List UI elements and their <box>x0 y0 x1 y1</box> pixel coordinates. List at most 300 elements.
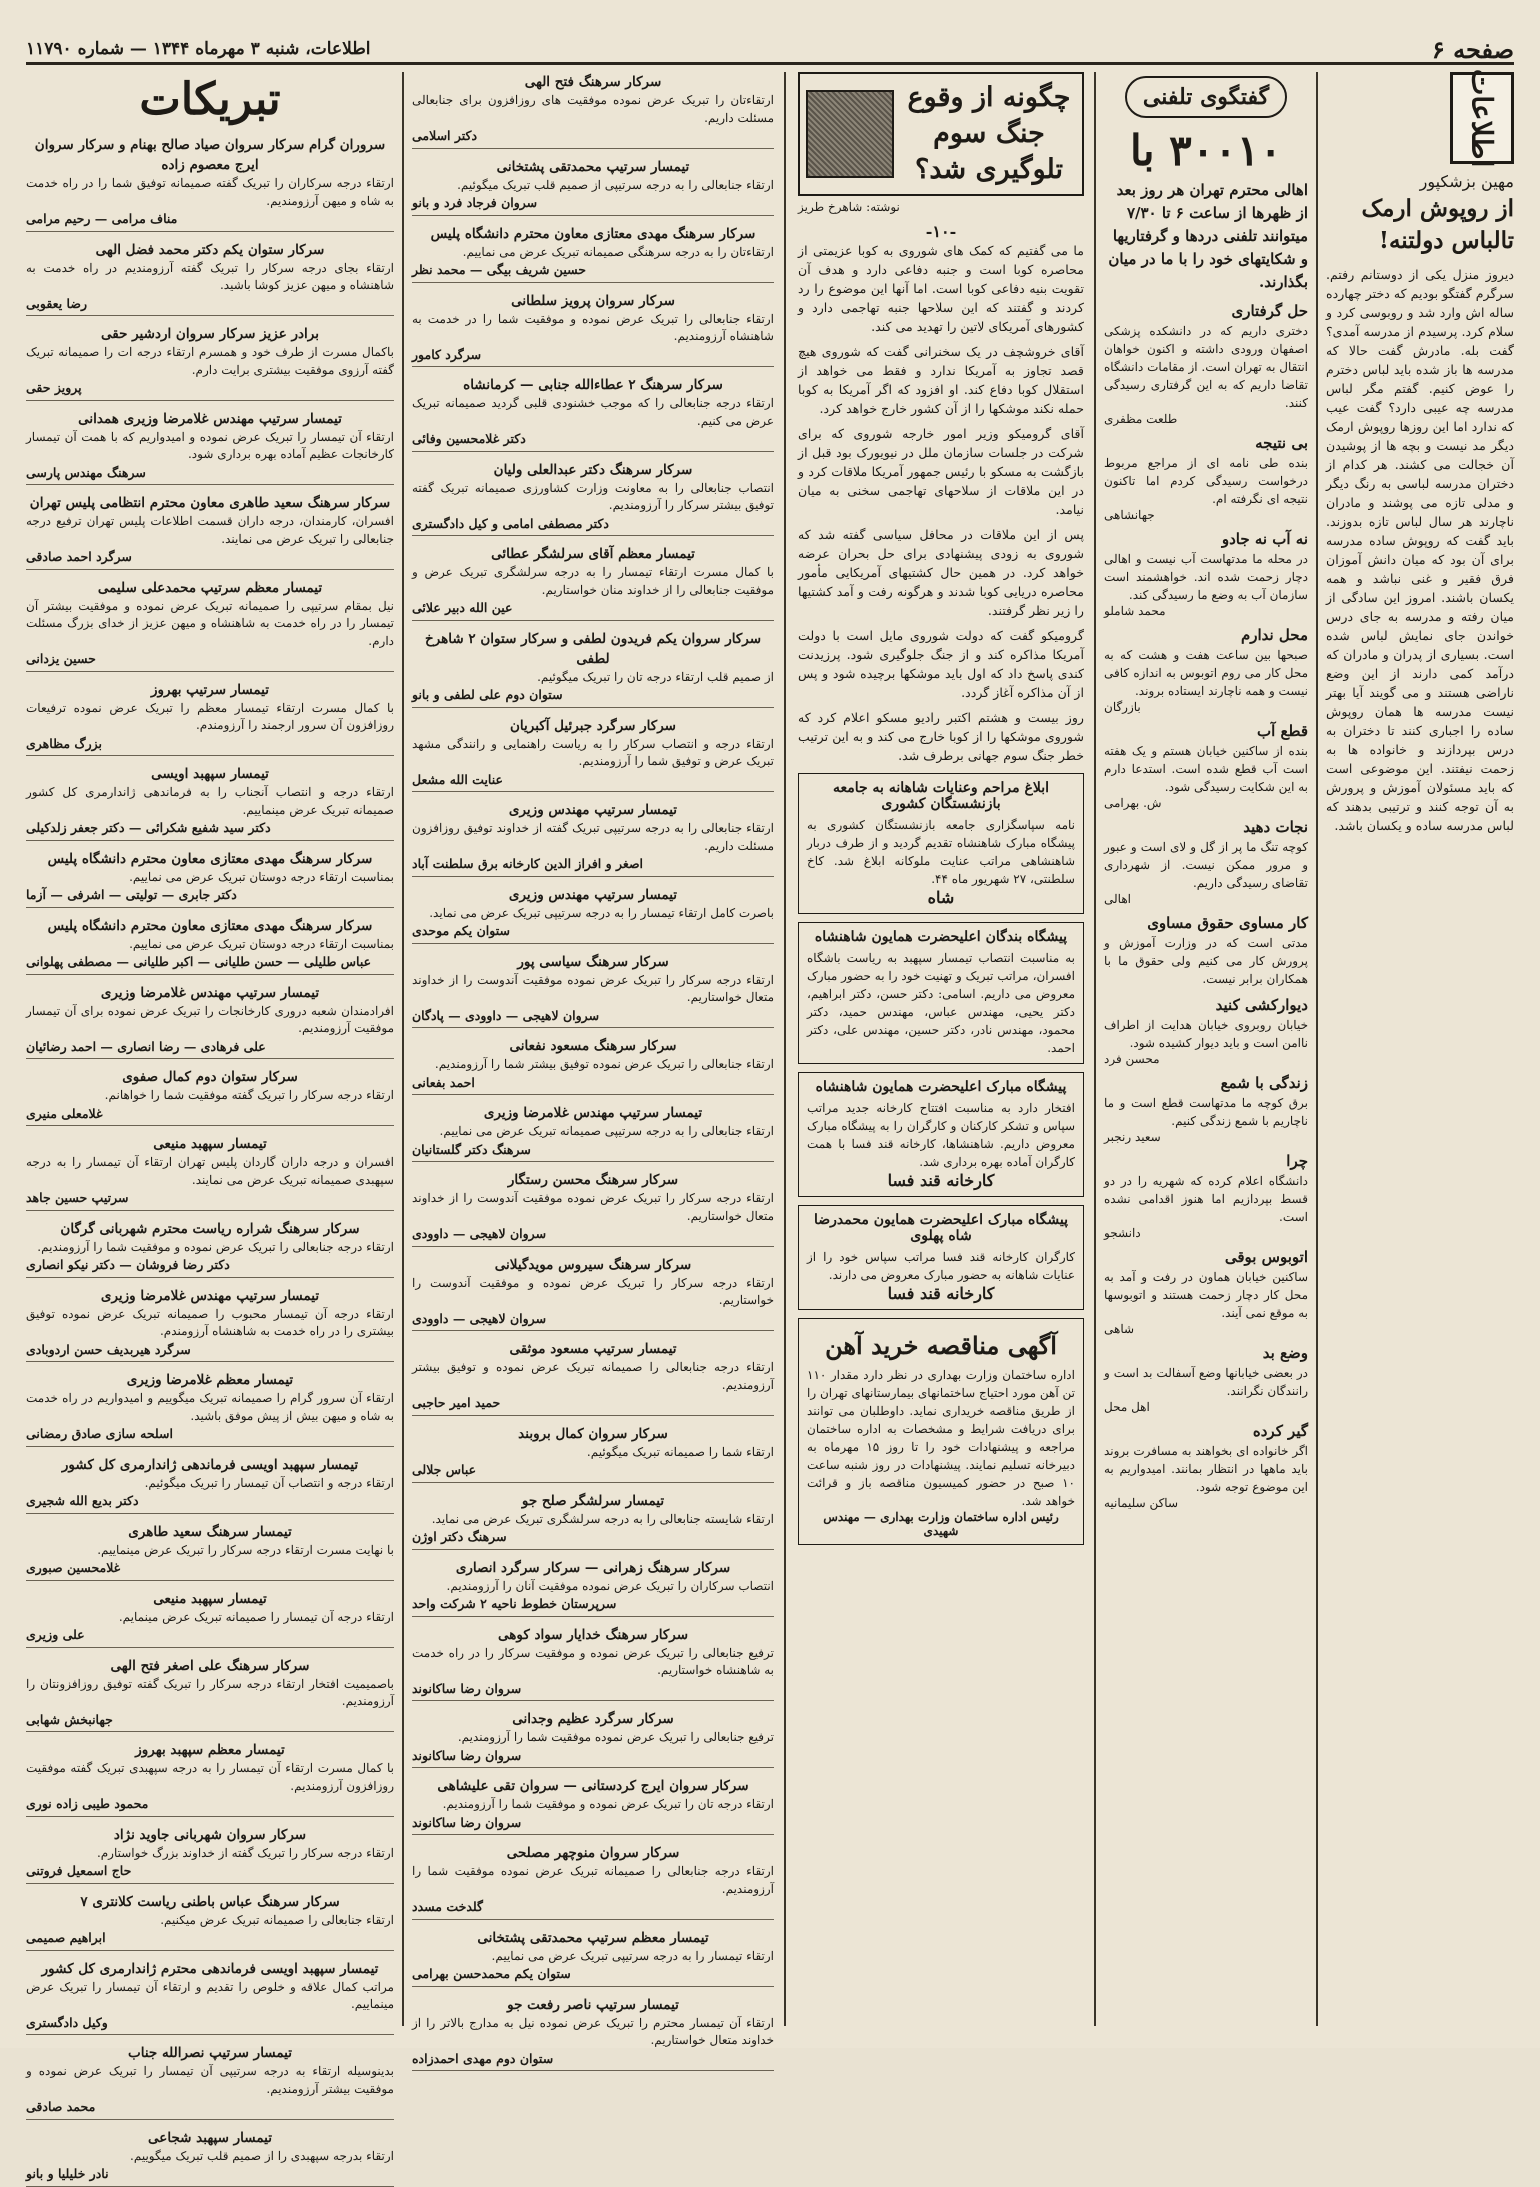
phone-section-body: بنده از ساکنین خیابان هستم و یک هفته است آب قطع شده است. استدعا دارم به این شکایت رسیدگی شود. <box>1104 744 1308 794</box>
phone-section-sign: سعید رنجبر <box>1104 1130 1161 1144</box>
entry-separator <box>26 1731 394 1732</box>
column-congrats-a <box>412 72 774 2066</box>
congrats-recipient: تیمسار سرهنگ سعید طاهری <box>128 1523 292 1540</box>
congrats-message: ارتقاءتان را تبریک عرض نموده موفقیت های روزافزون برای جنابعالی مسئلت داریم. <box>412 93 774 125</box>
congrats-recipient: تیمسار معظم آقای سرلشگر عطائی <box>491 546 695 562</box>
article-paragraph: آقای خروشچف در یک سخنرانی گفت که شوروی هیچ قصد تجاوز به آمریکا ندارد و فقط می خواهد از استقلال کوبا دفاع کند. او افزود که اگر آمریکا به کوبا حمله نکند موشکها را از آن کشور خارج خواهد کرد. <box>798 344 1084 416</box>
congrats-message: بمناسبت ارتقاء درجه دوستان تبریک عرض می نماییم. <box>129 936 394 951</box>
phone-section-sign: ساکن سلیمانیه <box>1104 1496 1179 1510</box>
congrats-entry <box>412 952 774 1029</box>
congrats-sender: سروان رضا ساکانوند <box>412 1814 522 1830</box>
congrats-recipient: سرکار سرهنگ فتح الهی <box>524 74 662 90</box>
phone-section-sign: بازرگان <box>1104 700 1141 714</box>
congrats-entry <box>26 1455 394 1514</box>
congrats-message: با نهایت مسرت ارتقاء درجه سرکار را تبریک عرض مینماییم. <box>97 1542 394 1557</box>
entry-separator <box>412 1246 774 1247</box>
congrats-recipient: سرکار سرهنگ سیروس مویدگیلانی <box>494 1256 692 1273</box>
entry-separator <box>26 840 394 841</box>
congrats-sender: دکتر مصطفی امامی و کیل دادگستری <box>412 515 609 531</box>
congrats-sender: بزرگ مظاهری <box>26 735 102 751</box>
entry-separator <box>412 1482 774 1483</box>
congrats-sender: سرگرد احمد صادقی <box>26 549 132 564</box>
phone-section-title: نه آب نه جادو <box>1221 530 1308 548</box>
entry-separator <box>412 1161 774 1162</box>
entry-separator <box>412 876 774 877</box>
congrats-message: ارتقاء درجه سرکار را تبریک گفته موفقیت شما را خواهانم. <box>104 1088 394 1102</box>
congrats-recipient: تیمسار سرتیپ بهروز <box>150 681 270 698</box>
congrats-entry <box>26 2128 394 2187</box>
congrats-sender: وکیل دادگستری <box>26 2014 108 2030</box>
congrats-message: افسران، کارمندان، درجه داران قسمت اطلاعات پلیس تهران ترفیع درجه جنابعالی را تبریک عرض می نمایند. <box>26 514 394 546</box>
congrats-title: تبریکات <box>139 74 281 125</box>
notice-title: پیشگاه بندگان اعلیحضرت همایون شاهنشاه <box>814 929 1068 945</box>
congrats-entry <box>412 1709 774 1768</box>
notice-box-2 <box>798 922 1084 1064</box>
entry-separator <box>412 1415 774 1416</box>
congrats-entry <box>412 72 774 149</box>
congrats-message: ارتقاء درجه جنابعالی را صمیمانه تبریک عرض نموده و توفیق بیشتر آرزومندیم. <box>412 1360 774 1392</box>
notice-box-4 <box>798 1205 1084 1310</box>
congrats-message: انتصاب جنابعالی را به معاونت وزارت کشاورزی صمیمانه تبریک گفته توفیق بیشتر سرکار را آرزومندیم. <box>412 480 774 512</box>
congrats-list-b <box>26 135 394 2187</box>
entry-separator <box>26 1361 394 1362</box>
congrats-entry <box>26 849 394 908</box>
congrats-recipient: سرکار سروان پرویز سلطانی <box>511 292 675 309</box>
congrats-sender: اصغر و افراز الدین کارخانه برق سلطنت آباد <box>412 856 644 871</box>
congrats-entry <box>26 680 394 757</box>
congrats-message: ارتقاء بدرجه سپهبدی را از صمیم قلب تبریک میگوییم. <box>130 2148 394 2163</box>
congrats-sender: دکتر غلامحسین وفائی <box>412 431 526 446</box>
congrats-message: ارتقاء درجه و انتصاب آن تیمسار را تبریک میگوئیم. <box>144 1475 394 1490</box>
entry-separator <box>412 943 774 944</box>
congrats-entry <box>412 1928 774 1987</box>
entry-separator <box>26 1647 394 1648</box>
congrats-recipient: سرکار سرهنگ علی اصغر فتح الهی <box>110 1657 310 1674</box>
congrats-message: مراتب کمال علاقه و خلوص را تقدیم و ارتقاء آن تیمسار را تبریک عرض مینماییم. <box>26 1979 394 2011</box>
congrats-recipient: تیمسار سرتیپ مهندس غلامرضا وزیری همدانی <box>78 410 342 427</box>
congrats-recipient: تیمسار سرتیپ نصرالله جناب <box>128 2045 292 2061</box>
phone-section-sign: اهل محل <box>1104 1400 1150 1414</box>
article-byline: نوشته: شاهرخ طریز <box>798 200 900 214</box>
congrats-message: ارتقاء درجه سرکار را تبریک عرض نموده موفقیت آندوست را از خداوند متعال خواستاریم. <box>412 1191 774 1223</box>
congrats-message: ارتقاء درجه سرکاران را تبریک گفته صمیمانه توفیق شما را در راه خدمت به شاه و میهن آرزومندیم. <box>26 176 394 208</box>
congrats-sender: سروان فرجاد فرد و بانو <box>412 195 538 210</box>
congrats-sender: سروان رضا ساکانوند <box>412 1747 522 1763</box>
congrats-recipient: سرکار سروان ایرج کردستانی — سروان تقی علیشاهی <box>437 1778 749 1794</box>
congrats-sender: پرویز حقی <box>26 380 82 395</box>
notice-title: ابلاغ مراحم وعنایات شاهانه به جامعه بازنشستگان کشوری <box>832 780 1050 812</box>
congrats-recipient: تیمسار سپهبد اویسی فرماندهی ژاندارمری کل کشور <box>61 1456 359 1473</box>
congrats-recipient: تیمسار سرتیپ مهندس غلامرضا وزیری <box>483 1105 703 1121</box>
entry-separator <box>26 671 394 672</box>
congrats-sender: اسلحه سازی صادق رمضانی <box>26 1426 173 1441</box>
entry-separator <box>26 907 394 908</box>
article-paragraph: گرومیکو گفت که دولت شوروی مایل است با دولت آمریکا مذاکره کند و از جنگ جلوگیری شود. پرزیدنت کندی پاسخ داد که اول باید موشکها برچیده شود و پس از آن مذاکره آغاز گردد. <box>798 628 1084 700</box>
congrats-sender: عباس جلالی <box>412 1462 477 1477</box>
entry-separator <box>26 1058 394 1059</box>
congrats-sender: حسین یزدانی <box>26 651 96 666</box>
congrats-message: ارتقاء درجه آن تیمسار را صمیمانه تبریک عرض مینمایم. <box>118 1609 394 1624</box>
congrats-message: ارتقاء درجه جنابعالی را که موجب خشنودی قلبی گردید صمیمانه تبریک عرض می کنیم. <box>412 396 774 428</box>
congrats-entry <box>412 716 774 793</box>
congrats-message: باکمال مسرت از طرف خود و همسرم ارتقاء درجه ات را صمیمانه تبریک گفته آرزوی موفقیت بیشتری برایت دارم. <box>26 345 394 377</box>
congrats-sender: حسین شریف بیگی — محمد نظر <box>412 262 586 277</box>
congrats-sender: احمد بفعانی <box>412 1074 475 1090</box>
entry-separator <box>412 707 774 708</box>
congrats-message: ارتقاء آن تیمسار را تبریک عرض نموده و امیدواریم که با همت آن تیمسار کارخانجات عظیم آماده بهره برداری شود. <box>26 429 394 461</box>
tender-ad-title: آگهی مناقصه خرید آهن <box>825 1331 1057 1360</box>
congrats-message: ارتقاء درجه و انتصاب آنجناب را به فرماندهی ژاندارمری کل کشور صمیمانه تبریک عرض مینماییم. <box>26 785 394 817</box>
congrats-message: با کمال مسرت ارتقاء تیمسار را به درجه سرلشگری تبریک عرض و موفقیت جنابعالی را از خداوند منان خواستاریم. <box>412 565 774 597</box>
congrats-entry <box>412 460 774 537</box>
entry-separator <box>412 1616 774 1617</box>
column-divider <box>1094 72 1096 2026</box>
congrats-list-a <box>412 72 774 2071</box>
notice-sign: کارخانه قند فسا <box>887 1284 995 1303</box>
entry-separator <box>26 400 394 401</box>
notice-body: کارگران کارخانه قند فسا مراتب سپاس خود را از عنایات شاهانه به حضور مبارک معروض می دارند. <box>807 1250 1075 1282</box>
notice-box-1 <box>798 773 1084 914</box>
congrats-entry <box>26 1959 394 2036</box>
congrats-message: ترفیع جنابعالی را تبریک عرض نموده موفقیت شما را آرزومندیم. <box>457 1730 774 1744</box>
congrats-sender: سروان لاهیجی — داوودی — پادگان <box>412 1007 600 1023</box>
congrats-recipient: تیمسار سرلشگر صلح جو <box>521 1492 665 1509</box>
congrats-entry <box>26 1825 394 1884</box>
congrats-entry <box>26 1067 394 1126</box>
entry-separator <box>412 1767 774 1768</box>
congrats-recipient: سرکار سرهنگ دکتر عبدالعلی ولیان <box>493 461 693 478</box>
congrats-sender: دکتر سید شفیع شکرائی — دکتر جعفر زلدکیلی <box>26 820 271 835</box>
phone-section-title: دیوارکشی کنید <box>1215 996 1308 1014</box>
column-divider <box>784 72 786 2026</box>
entry-separator <box>412 1027 774 1028</box>
congrats-sender: سرهنگ مهندس پارسی <box>26 464 146 480</box>
congrats-message: بدینوسیله ارتقاء به درجه سرتیپی آن تیمسار را تبریک عرض نموده و موفقیت بیشتر آرزومندیم. <box>26 2064 394 2096</box>
congrats-recipient: تیمسار سپهبد شجاعی <box>148 2129 272 2146</box>
phone-number: ۳۰۰۱۰ با <box>1130 126 1282 175</box>
tender-ad-sign: رئیس اداره ساختمان وزارت بهداری — مهندس شهیدی <box>823 1510 1059 1538</box>
congrats-sender: رضا یعقوبی <box>26 295 87 311</box>
congrats-message: ارتقاءتان را به درجه سرهنگی صمیمانه تبریک عرض می نماییم. <box>462 244 774 259</box>
congrats-recipient: تیمسار سرتیپ مهندس غلامرضا وزیری <box>100 984 320 1001</box>
congrats-entry <box>412 1036 774 1095</box>
congrats-recipient: برادر عزیز سرکار سروان اردشیر حقی <box>100 326 319 342</box>
congrats-sender: سروان لاهیجی — داوودی <box>412 1310 547 1326</box>
entry-separator <box>26 1277 394 1278</box>
congrats-message: ارتقاء درجه و انتصاب سرکار را به ریاست راهنمایی و رانندگی مشهد تبریک عرض و توفیق شما را آرزومندیم. <box>412 736 774 768</box>
phone-section-title: گیر کرده <box>1252 1422 1308 1440</box>
congrats-recipient: سرکار ستوان دوم کمال صفوی <box>122 1069 298 1085</box>
congrats-message: ارتقاء جنابعالی را به درجه سرتیپی تبریک گفته از خداوند توفیق روزافزون مسئلت داریم. <box>412 821 774 853</box>
congrats-recipient: تیمسار سپهبد اویسی فرماندهی محترم ژاندارمری کل کشور <box>41 1960 379 1977</box>
congrats-recipient: تیمسار سرتیپ ناصر رفعت جو <box>507 1996 679 2013</box>
entry-separator <box>412 620 774 621</box>
tender-ad-body: اداره ساختمان وزارت بهداری در نظر دارد مقدار ۱۱۰ تن آهن مورد احتیاج ساختمانهای بیمارستانهای تهران را از طریق مناقصه خریداری نماید. داوطلبان می توانند برای دریافت شرایط و مشخصات به اداره ساختمان مراجعه و پیشنهادات خود را تا روز ۱۵ مهرماه به دبیرخانه تسلیم نمایند. پیشنهادات در روز شنبه ساعت ۱۰ صبح در حضور کمیسیون مناقصه باز و قرائت خواهد شد. <box>807 1368 1075 1508</box>
notice-sign: کارخانه قند فسا <box>887 1171 995 1190</box>
congrats-recipient: سرکار سرهنگ زهرانی — سرکار سرگرد انصاری <box>455 1559 731 1576</box>
phone-section-sign: طلعت مظفری <box>1104 412 1178 426</box>
entry-separator <box>412 366 774 367</box>
congrats-sender: ستوان دوم علی لطفی و بانو <box>412 687 563 702</box>
article-paragraph: آقای گرومیکو وزیر امور خارجه شوروی که برای شرکت در جلسات سازمان ملل در نیویورک بود قبل از بازگشت به مسکو با رئیس جمهور آمریکا ملاقات کرد و در این ملاقات از سلاحهای تهاجمی سخنی به میان نیامد. <box>798 426 1084 517</box>
congrats-message: ارتقاء آن سرور گرام را صمیمانه تبریک میگوییم و امیدواریم در راه خدمت به شاه و میهن بیش از پیش موفق باشید. <box>26 1391 394 1423</box>
notice-title: پیشگاه مبارک اعلیحضرت همایون محمدرضا شاه پهلوی <box>814 1212 1068 1244</box>
congrats-sender: دکتر جابری — تولیتی — اشرفی — آزما <box>26 887 237 902</box>
phone-section-sign: شاهی <box>1104 1322 1135 1336</box>
congrats-entry <box>26 324 394 401</box>
congrats-recipient: سرکار سرهنگ مهدی معتازی معاون محترم دانشگاه پلیس <box>47 850 373 867</box>
congrats-sender: حاج اسمعیل فروتنی <box>26 1863 132 1878</box>
congrats-entry <box>26 493 394 570</box>
congrats-recipient: سرکار سرهنگ مهدی معتازی معاون محترم دانشگاه پلیس <box>47 917 373 934</box>
congrats-message: ارتقاء شما را صمیمانه تبریک میگوئیم. <box>586 1444 774 1459</box>
congrats-message: ارتقاء بجای درجه سرکار را تبریک گفته آرزومندیم در راه خدمت به شاهنشاه و میهن عزیز کوشا باشید. <box>26 260 394 292</box>
congrats-entry <box>26 135 394 232</box>
notes-title: از روپوش ارمک تالباس دولتنه! <box>1361 195 1514 254</box>
notice-box-3 <box>798 1072 1084 1197</box>
congrats-entry <box>412 629 774 708</box>
congrats-recipient: سرکار سرهنگ ۲ عطاءالله جنابی — کرمانشاه <box>463 377 723 393</box>
etelaat-logo: اطلاعات <box>1450 72 1514 164</box>
congrats-entry <box>412 544 774 621</box>
congrats-sender: دکتر رضا فروشان — دکتر نیکو انصاری <box>26 1257 230 1272</box>
congrats-sender: سرگرد کامور <box>412 346 482 362</box>
phone-section-body: ساکنین خیابان هماون در رفت و آمد به محل کار دچار زحمت هستند و اتوبوسها به موقع نمی آیند. <box>1104 1270 1308 1320</box>
congrats-recipient: تیمسار سپهبد اویسی <box>151 766 269 782</box>
congrats-recipient: سرکار سروان یکم فریدون لطفی و سرکار ستوان ۲ شاهرخ لطفی <box>424 630 762 667</box>
column-divider <box>402 72 404 2026</box>
phone-section-title: قطع آب <box>1257 722 1308 740</box>
congrats-message: با کمال مسرت ارتقاء آن تیمسار را به درجه سپهبدی تبریک گفته موفقیت روزافزون آرزومندیم. <box>26 1761 394 1793</box>
phone-section-body: صبحها بین ساعت هفت و هشت که به محل کار می روم اتوبوس به اندازه کافی نیست و همه ناچارند ایستاده بروند. <box>1104 648 1308 698</box>
congrats-message: ارتقاء جنابعالی را به درجه سرتیپی از صمیم قلب تبریک میگوئیم. <box>457 177 774 192</box>
congrats-message: ارتقاء درجه سرکار را تبریک عرض نموده و موفقیت آندوست را خواستاریم. <box>412 1275 774 1307</box>
phone-section-body: کوچه تنگ ما پر از گل و لای است و عبور و مرور ممکن نیست. از شهرداری تقاضای رسیدگی داریم. <box>1104 840 1308 890</box>
portrait-photo <box>806 90 894 178</box>
congrats-message: افسران و درجه داران گاردان پلیس تهران ارتقاء آن تیمسار را به درجه سپهبدی صمیمانه تبریک عرض می نمایند. <box>26 1155 394 1187</box>
phone-talk-badge: گفتگوی تلفنی <box>1125 76 1287 118</box>
congrats-message: ارتقاء شایسته جنابعالی را به درجه سرلشگری تبریک عرض می نماید. <box>431 1511 774 1526</box>
congrats-entry <box>412 157 774 216</box>
article-body <box>798 241 1084 765</box>
entry-separator <box>26 315 394 316</box>
congrats-sender: مناف مرامی — رحیم مرامی <box>26 211 178 226</box>
congrats-message: نیل بمقام سرتیپی را صمیمانه تبریک عرض نموده و موفقیت بیشتر آن تیمسار را در راه خدمت به شاهنشاه و میهن عزیز از خدای بزرگ مسئلت دارم. <box>26 598 394 648</box>
phone-section-body: دختری داریم که در دانشکده پزشکی اصفهان ورودی داشته و اکنون خواهان انتقال به تهران است. از مقامات دانشگاه تقاضا داریم که به این گرفتاری رسیدگی کنند. <box>1104 324 1308 410</box>
congrats-recipient: سرکار سرهنگ شراره ریاست محترم شهربانی گرگان <box>60 1220 360 1237</box>
congrats-sender: سروان لاهیجی — داوودی <box>412 1226 547 1241</box>
congrats-sender: گلدخت مسدد <box>412 1899 483 1914</box>
congrats-message: ارتقاء درجه آن تیمسار محبوب را صمیمانه تبریک عرض نموده توفیق بیشتری را در راه خدمت به شاهنشاه آرزومندم. <box>26 1306 394 1338</box>
entry-separator <box>26 1883 394 1884</box>
phone-section-title: چرا <box>1286 1152 1308 1170</box>
entry-separator <box>26 484 394 485</box>
column-phone-talk <box>1104 72 1308 2026</box>
article-paragraph: ما می گفتیم که کمک های شوروی به کوبا عزیمتی از محاصره کوبا است و جنبه دفاعی دارد و هدف آن تقویت بنیه دفاعی کوبا است. اما آنها این موضوع را رد کردند و گفتند که این سلاحها جنبه تهاجمی دارد و کشورهای آمریکای لاتین را تهدید می کند. <box>798 243 1084 334</box>
congrats-sender: محمود طیبی زاده نوری <box>26 1796 149 1811</box>
congrats-sender: ابراهیم صمیمی <box>26 1930 106 1945</box>
congrats-recipient: سرکار سرهنگ خدایار سواد کوهی <box>497 1626 689 1643</box>
tender-ad <box>798 1318 1084 1545</box>
congrats-recipient: سرکار سرهنگ عباس باطنی ریاست کلانتری ۷ <box>80 1893 340 1910</box>
phone-section-sign: محسن فرد <box>1104 1052 1160 1066</box>
congrats-entry <box>26 240 394 317</box>
congrats-recipient: سرکار سرگرد عظیم وجدانی <box>512 1711 674 1727</box>
congrats-entry <box>412 885 774 944</box>
congrats-sender: سرگرد هیربدیف حسن اردوبادی <box>26 1341 191 1357</box>
phone-section-title: وضع بد <box>1262 1344 1308 1362</box>
congrats-message: با کمال مسرت ارتقاء تیمسار معظم را تبریک عرض نموده ترفیعات روزافزون آن سرور ارجمند را آرزومندم. <box>26 700 394 732</box>
congrats-entry <box>412 1843 774 1920</box>
phone-section-body: اگر خانواده ای بخواهند به مسافرت بروند باید ماهها در انتظار بمانند. امیدواریم به این موضوع توجه شود. <box>1104 1444 1308 1494</box>
congrats-entry <box>26 1892 394 1951</box>
congrats-recipient: سرکار سرهنگ محسن رستگار <box>507 1172 679 1188</box>
entry-separator <box>412 1700 774 1701</box>
phone-section-title: زندگی با شمع <box>1220 1074 1308 1092</box>
congrats-entry <box>26 983 394 1060</box>
congrats-sender: غلامحسین صبوری <box>26 1560 121 1575</box>
notice-title: پیشگاه مبارک اعلیحضرت همایون شاهنشاه <box>815 1079 1067 1095</box>
congrats-sender: غلامعلی منیری <box>26 1105 103 1121</box>
congrats-sender: سرهنگ دکتر گلستانیان <box>412 1141 531 1157</box>
congrats-recipient: سرکار سروان منوچهر مصلحی <box>506 1845 680 1861</box>
congrats-entry <box>412 375 774 452</box>
entry-separator <box>412 791 774 792</box>
entry-separator <box>26 2186 394 2187</box>
phone-section-title: حل گرفتاری <box>1231 302 1308 320</box>
congrats-message: ارتقاء جنابعالی را صمیمانه تبریک عرض میکنیم. <box>160 1912 394 1927</box>
congrats-sender: محمد صادقی <box>26 2099 96 2114</box>
congrats-sender: سروان رضا ساکانوند <box>412 1680 522 1696</box>
congrats-entry <box>412 1255 774 1332</box>
congrats-recipient: سروران گرام سرکار سروان صیاد صالح بهنام و سرکار سروان ایرج معصوم زاده <box>34 137 386 173</box>
entry-separator <box>26 755 394 756</box>
column-article <box>798 72 1084 2026</box>
congrats-message: باصرت کامل ارتقاء تیمسار را به درجه سرتیپی تبریک عرض می نماید. <box>429 905 774 920</box>
article-part: -۱۰- <box>925 222 957 241</box>
phone-section-body: در محله ما مدتهاست آب نیست و اهالی دچار زحمت شده اند. خواهشمند است سازمان آب به وضع ما رسیدگی کند. <box>1104 552 1308 602</box>
phone-section-body: بنده طی نامه ای از مراجع مربوط درخواست رسیدگی کردم اما تاکنون نتیجه ای نگرفته ام. <box>1104 456 1308 506</box>
congrats-message: از صمیم قلب ارتقاء درجه تان را تبریک میگوئیم. <box>537 669 774 684</box>
column-notes <box>1326 68 1514 2026</box>
congrats-recipient: تیمسار سرتیپ مهندس غلامرضا وزیری <box>100 1287 320 1304</box>
entry-separator <box>412 451 774 452</box>
issue-info: اطلاعات، شنبه ۳ مهرماه ۱۳۴۴ — شماره ۱۱۷۹۰ <box>26 39 371 59</box>
congrats-entry <box>412 1103 774 1162</box>
congrats-recipient: تیمسار معظم سپهبد بهروز <box>135 1742 285 1758</box>
congrats-entry <box>412 1558 774 1617</box>
congrats-entry <box>26 578 394 672</box>
congrats-entry <box>412 1339 774 1416</box>
congrats-recipient: سرکار سرهنگ سیاسی پور <box>517 953 669 970</box>
congrats-entry <box>412 1776 774 1835</box>
congrats-entry <box>26 2043 394 2120</box>
column-divider <box>1316 72 1318 2026</box>
phone-lead: اهالی محترم تهران هر روز بعد از ظهرها از ساعت ۶ تا ۷/۳۰ میتوانند تلفنی دردها و گرفتاریها و شکایتهای خود را با ما در میان بگذارند. <box>1108 181 1308 291</box>
phone-section-body: برق کوچه ما مدتهاست قطع است و ما ناچاریم با شمع زندگی کنیم. <box>1104 1096 1308 1128</box>
congrats-entry <box>26 1740 394 1817</box>
congrats-recipient: تیمسار معظم غلامرضا وزیری <box>126 1372 294 1388</box>
entry-separator <box>26 2119 394 2120</box>
phone-section-sign: دانشجو <box>1104 1226 1141 1240</box>
phone-section-title: کار مساوی حقوق مساوی <box>1147 914 1308 932</box>
phone-section-body: مدتی است که در وزارت آموزش و پرورش کار می کنیم ولی حقوق ما با همکاران برابر نیست. <box>1104 936 1308 986</box>
entry-separator <box>26 1816 394 1817</box>
notice-sign: شاه <box>927 888 955 907</box>
page-number: صفحه ۶ <box>1431 34 1514 64</box>
entry-separator <box>26 1513 394 1514</box>
entry-separator <box>412 1986 774 1987</box>
entry-separator <box>412 148 774 149</box>
congrats-sender: سرتیپ حسین جاهد <box>26 1190 129 1205</box>
congrats-entry <box>412 1995 774 2072</box>
congrats-entry <box>26 916 394 975</box>
congrats-entry <box>412 800 774 877</box>
congrats-recipient: تیمسار سپهبد منیعی <box>153 1590 267 1607</box>
phone-section-title: اتوبوس بوقی <box>1224 1248 1308 1266</box>
congrats-entry <box>412 1625 774 1702</box>
entry-separator <box>412 282 774 283</box>
congrats-sender: ستوان یکم موحدی <box>412 923 510 938</box>
entry-separator <box>412 215 774 216</box>
phone-section-sign: محمد شاملو <box>1104 604 1166 618</box>
congrats-sender: عنایت الله مشعل <box>412 771 503 787</box>
phone-section-sign: جهانشاهی <box>1104 508 1155 522</box>
congrats-entry <box>26 1370 394 1447</box>
entry-separator <box>412 535 774 536</box>
congrats-entry <box>26 1656 394 1733</box>
congrats-recipient: سرکار سرگرد جبرئیل آکبریان <box>510 717 676 734</box>
notice-body: نامه سپاسگزاری جامعه بازنشستگان کشوری به پیشگاه مبارک شاهنشاه تقدیم گردید و از طرف دربار شاهنشاهی مراتب عنایت ملوکانه ابلاغ شد. کاخ سلطنتی، ۲۷ شهریور ماه ۴۴. <box>807 818 1075 886</box>
phone-section-body: دانشگاه اعلام کرده که شهریه را در دو قسط بپردازیم اما هنوز اقدامی نشده است. <box>1104 1174 1308 1224</box>
congrats-sender: جهانبخش شهابی <box>26 1711 113 1727</box>
congrats-sender: عباس طلیلی — حسن طلیانی — اکبر طلیانی — مصطفی پهلوانی <box>26 954 372 969</box>
entry-separator <box>412 1094 774 1095</box>
entry-separator <box>26 569 394 570</box>
congrats-recipient: تیمسار سرتیپ مهندس وزیری <box>508 886 678 903</box>
phone-sections <box>1104 302 1308 1510</box>
phone-section-title: بی نتیجه <box>1255 434 1308 452</box>
congrats-message: باصمیمیت افتخار ارتقاء درجه سرکار را تبریک گفته توفیق روزافزونتان را آرزومندیم. <box>26 1676 394 1708</box>
congrats-recipient: تیمسار معظم سرتیپ محمدعلی سلیمی <box>97 579 323 596</box>
congrats-recipient: تیمسار معظم سرتیپ محمدتقی پشتخانی <box>477 1929 709 1946</box>
congrats-recipient: سرکار ستوان یکم دکتر محمد فضل الهی <box>95 241 325 258</box>
notes-author: مهین بزشکپور <box>1419 172 1514 191</box>
congrats-recipient: تیمسار سرتیپ محمدتقی پشتخانی <box>496 158 690 175</box>
congrats-entry <box>26 1286 394 1363</box>
congrats-message: افرادمندان شعبه دروری کارخانجات را تبریک عرض نموده برای آن تیمسار موفقیت آرزومندیم. <box>26 1003 394 1035</box>
phone-section-body: خیابان روبروی خیابان هدایت از اطراف ناامن است و باید دیوار کشیده شود. <box>1104 1018 1308 1050</box>
congrats-message: ارتقاء درجه سرکار را تبریک گفته از خداوند بزرگ خواستارم. <box>96 1845 394 1860</box>
article-paragraph: روز بیست و هشتم اکتبر رادیو مسکو اعلام کرد که شوروی موشکها را از کوبا خارج می کند و به این ترتیب خطر جنگ سوم جهانی برطرف شد. <box>798 710 1084 763</box>
congrats-sender: عین الله دبیر علائی <box>412 600 513 615</box>
entry-separator <box>26 1580 394 1581</box>
entry-separator <box>26 974 394 975</box>
congrats-sender: ستوان دوم مهدی احمدزاده <box>412 2050 554 2066</box>
congrats-recipient: تیمسار سپهبد منیعی <box>153 1136 267 1152</box>
congrats-entry <box>412 224 774 283</box>
congrats-entry <box>412 291 774 368</box>
congrats-recipient: سرکار سروان شهربانی جاوید نژاد <box>113 1826 307 1843</box>
congrats-entry <box>26 1219 394 1278</box>
entry-separator <box>26 2034 394 2035</box>
phone-section-title: نجات دهید <box>1243 818 1308 836</box>
entry-separator <box>412 1549 774 1550</box>
phone-section-title: محل ندارم <box>1240 626 1308 644</box>
congrats-message: ارتقاء درجه سرکار را تبریک عرض نموده موفقیت آندوست را از خداوند متعال خواستاریم. <box>412 972 774 1004</box>
congrats-message: ارتقاء تیمسار را به درجه سرتیپی تبریک عرض می نماییم. <box>491 1948 774 1963</box>
congrats-recipient: سرکار سرهنگ سعید طاهری معاون محترم انتظامی پلیس تهران <box>29 495 391 511</box>
